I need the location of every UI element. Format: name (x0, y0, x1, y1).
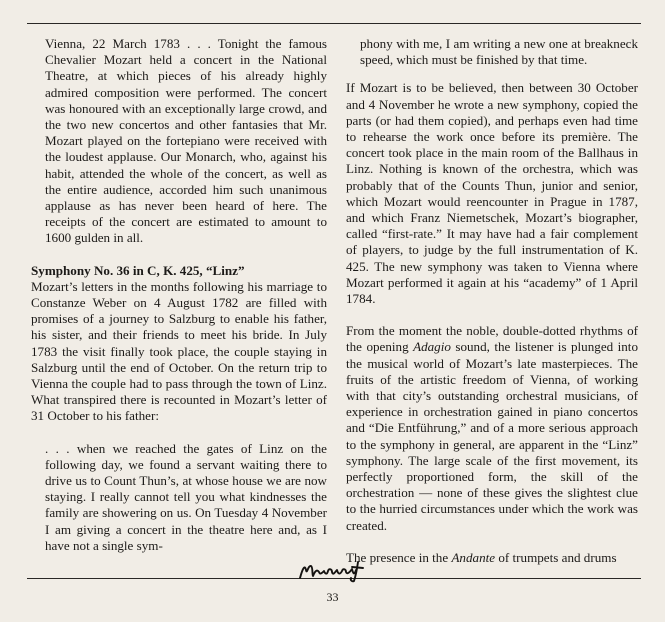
right-column (346, 36, 638, 566)
left-column (31, 36, 327, 554)
letter-quote-end: phony with me, I am writing a new one at breakneck speed, which must be finished by that time. (360, 36, 638, 68)
paragraph-adagio: From the moment the noble, double-dotted rhythms of the opening Adagio sound, the listener is plunged into the musical world of Mozart’s late masterpieces. The fruits of the artistic freedom of Vienna, of working with that city’s outstanding orchestral musicians, of experience in orchestration gained in piano concertos and “Die Entführung,” and of a more serious approach to the symphony in general, are apparent in the “Linz” symphony. The large scale of the first movement, its perfectly proportioned form, the skill of the orchestration — none of these gives the slightest clue to the hurried circumstances under which the work was created. (346, 323, 638, 533)
letter-quote: . . . when we reached the gates of Linz on the following day, we found a servant waiting there to drive us to Count Thun’s, at whose house we are now staying. I really cannot tell you what kindnesses the family are showering on us. On Tuesday 4 November I am giving a concert in the theatre here and, as I have not a single sym- (45, 440, 327, 553)
paragraph-andante: The presence in the Andante of trumpets and drums (346, 549, 617, 565)
top-rule (27, 23, 641, 24)
section-heading: Symphony No. 36 in C, K. 425, “Linz” (31, 262, 245, 278)
mozart-signature-logo (297, 557, 369, 583)
concert-report: Vienna, 22 March 1783 . . . Tonight the famous Chevalier Mozart held a concert in the National Theatre, at which pieces of his already highly admired composition were performed. The concert was honoured with an exceptionally large crowd, and the two new concertos and other fantasies that Mr. Mozart played on the fortepiano were received with the loudest applause. Our Monarch, who, against his habit, attended the whole of the concert, as well as the entire audience, accorded him such unanimous applause as has never been heard of here. The receipts of the concert are estimated to amount to 1600 gulden in all. (45, 36, 327, 246)
page-number: 33 (326, 590, 339, 604)
intro-paragraph: Mozart’s letters in the months following his marriage to Constanze Weber on 4 August 1782 are filled with promises of a journey to Salzburg to enable his father, his sister, and their friends to meet his bride. In July 1783 the visit finally took place, the couple staying in Salzburg until the end of October. On the return trip to Vienna the couple had to pass through the town of Linz. What transpired there is recounted in Mozart’s letter of 31 October to his father: (31, 278, 327, 424)
paragraph-premiere: If Mozart is to be believed, then between 30 October and 4 November he wrote a new symphony, copied the parts (or had them copied), and perhaps even had time to rehearse the work once before its première. The concert took place in the main room of the Ballhaus in Linz. Nothing is known of the orchestra, which was probably that of the Counts Thun, junior and senior, which Mozart would reencounter in Prague in 1787, and which Franz Niemetschek, Mozart’s biographer, called “first-rate.” It may have had a fair complement of players, to judge by the full instrumentation of K. 425. The new symphony was taken to Vienna where Mozart performed it again at his “academy” of 1 April 1784. (346, 80, 638, 307)
